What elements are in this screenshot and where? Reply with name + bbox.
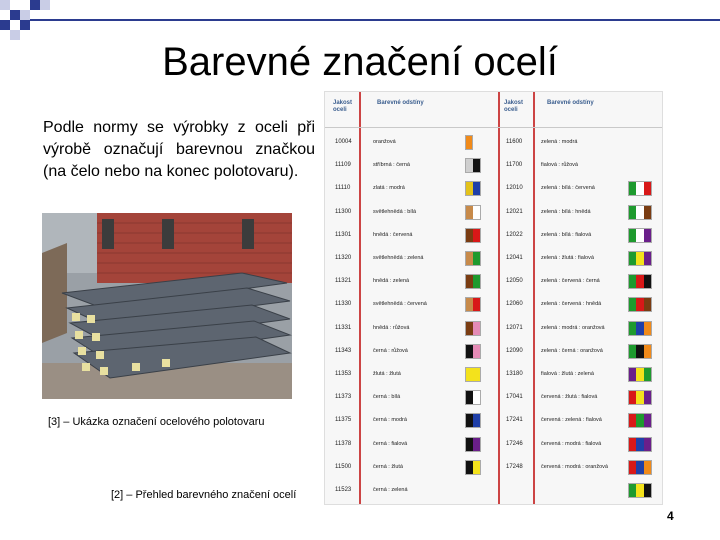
steel-code: 12041 <box>506 255 523 261</box>
steel-code: 11373 <box>335 394 352 401</box>
color-swatch <box>628 367 652 382</box>
color-names: fialová : růžová <box>541 162 578 169</box>
steel-code: 11320 <box>335 255 352 261</box>
steel-code: 11700 <box>506 162 523 169</box>
steel-code: 11600 <box>506 139 523 145</box>
color-names: červená : modrá : oranžová <box>541 463 608 470</box>
header-quality-right: Jakost oceli <box>504 100 524 113</box>
color-swatch <box>465 228 481 243</box>
color-swatch <box>465 158 481 173</box>
color-names: zelená : černá : oranžová <box>541 347 603 354</box>
color-swatch <box>465 135 473 150</box>
color-swatch <box>465 460 481 475</box>
steel-code: 11523 <box>335 487 352 493</box>
steel-code: 11343 <box>335 347 352 354</box>
color-swatch <box>628 437 652 452</box>
intro-paragraph: Podle normy se výrobky z oceli při výrobě označují barevnou značkou (na čelo nebo na konec polotovaru). <box>43 119 315 180</box>
color-names: zelená : modrá <box>541 139 578 145</box>
color-names: hnědá : červená <box>373 231 413 238</box>
color-swatch <box>628 297 652 312</box>
color-names: černá : žlutá <box>373 463 403 470</box>
steel-code: 11331 <box>335 324 352 331</box>
steel-code: 11330 <box>335 301 352 308</box>
page-number: 4 <box>667 509 674 523</box>
color-names: světlehnědá : červená <box>373 301 427 308</box>
color-swatch <box>628 228 652 243</box>
color-names: zelená : červená : černá <box>541 278 600 285</box>
color-swatch <box>465 390 481 405</box>
steel-code: 12022 <box>506 231 523 238</box>
steel-code: 12090 <box>506 347 523 354</box>
steel-code: 11300 <box>335 208 352 215</box>
color-swatch <box>465 344 481 359</box>
color-swatch <box>628 460 652 475</box>
steel-code: 13180 <box>506 371 523 377</box>
steel-code: 11301 <box>335 231 352 238</box>
steel-code: 11321 <box>335 278 352 285</box>
color-names: hnědá : zelená <box>373 278 410 285</box>
color-swatch <box>628 274 652 289</box>
header-shades-right: Barevné odstíny <box>547 100 594 106</box>
color-names: hnědá : růžová <box>373 324 410 331</box>
steel-code: 17041 <box>506 394 523 401</box>
table-separator <box>533 92 535 504</box>
color-swatch <box>628 413 652 428</box>
color-names: zlatá : modrá <box>373 185 405 192</box>
color-names: černá : bílá <box>373 394 401 401</box>
color-names: černá : modrá <box>373 417 407 424</box>
color-swatch <box>465 181 481 196</box>
color-swatch <box>465 413 481 428</box>
color-swatch <box>465 205 481 220</box>
color-names: fialová : žlutá : zelená <box>541 371 594 377</box>
color-swatch <box>628 251 652 266</box>
color-names: zelená : modrá : oranžová <box>541 324 605 331</box>
color-swatch <box>628 390 652 405</box>
color-names: černá : růžová <box>373 347 408 354</box>
steel-code: 12050 <box>506 278 523 285</box>
steel-code: 11353 <box>335 371 352 377</box>
color-names: zelená : bílá : fialová <box>541 231 592 238</box>
color-names: zelená : žlutá : fialová <box>541 255 594 261</box>
corner-decoration <box>0 0 80 44</box>
header-shades-left: Barevné odstíny <box>377 100 424 106</box>
color-swatch <box>465 251 481 266</box>
photo-caption: [3] – Ukázka označení ocelového polotovaru <box>48 416 265 428</box>
steel-code: 12071 <box>506 324 523 331</box>
color-names: světlehnědá : bílá <box>373 208 417 215</box>
color-names: černá : fialová <box>373 440 408 447</box>
table-separator <box>359 92 361 504</box>
color-swatch <box>465 297 481 312</box>
color-swatch <box>465 274 481 289</box>
steel-code: 11375 <box>335 417 352 424</box>
steel-code: 11109 <box>335 162 351 169</box>
header-divider <box>325 127 662 128</box>
color-names: žlutá : žlutá <box>373 371 401 377</box>
color-names: zelená : bílá : červená <box>541 185 595 192</box>
color-swatch <box>628 205 652 220</box>
table-caption: [2] – Přehled barevného značení ocelí <box>111 489 297 501</box>
header-quality-left: Jakost oceli <box>333 100 353 113</box>
steel-code: 17241 <box>506 417 523 424</box>
steel-code: 11500 <box>335 463 352 470</box>
color-names: červená : modrá : fialová <box>541 440 602 447</box>
color-names: zelená : červená : hnědá <box>541 301 602 308</box>
steel-code: 11378 <box>335 440 352 447</box>
color-swatch <box>628 483 652 498</box>
steel-code: 12060 <box>506 301 523 308</box>
color-swatch <box>465 321 481 336</box>
color-names: červená : zelená : fialová <box>541 417 602 424</box>
steel-code: 10004 <box>335 139 352 145</box>
steel-code: 17246 <box>506 440 523 447</box>
color-names: zelená : bílá : hnědá <box>541 208 591 215</box>
steel-code: 17248 <box>506 463 523 470</box>
color-names: světlehnědá : zelená <box>373 255 424 261</box>
color-swatch <box>465 437 481 452</box>
color-names: oranžová <box>373 139 396 145</box>
steel-code: 11110 <box>335 185 351 192</box>
steel-billets-photo <box>42 213 292 399</box>
color-swatch <box>465 367 481 382</box>
color-swatch <box>628 321 652 336</box>
color-names: stříbrná : černá <box>373 162 410 169</box>
steel-code: 12021 <box>506 208 523 215</box>
steel-code: 12010 <box>506 185 523 192</box>
steel-color-table <box>324 91 663 505</box>
table-separator <box>498 92 500 504</box>
title-rule <box>30 19 720 21</box>
color-swatch <box>628 181 652 196</box>
slide-title: Barevné značení ocelí <box>162 40 558 84</box>
color-names: černá : zelená <box>373 487 408 493</box>
color-swatch <box>628 344 652 359</box>
color-names: červená : žlutá : fialová <box>541 394 598 401</box>
